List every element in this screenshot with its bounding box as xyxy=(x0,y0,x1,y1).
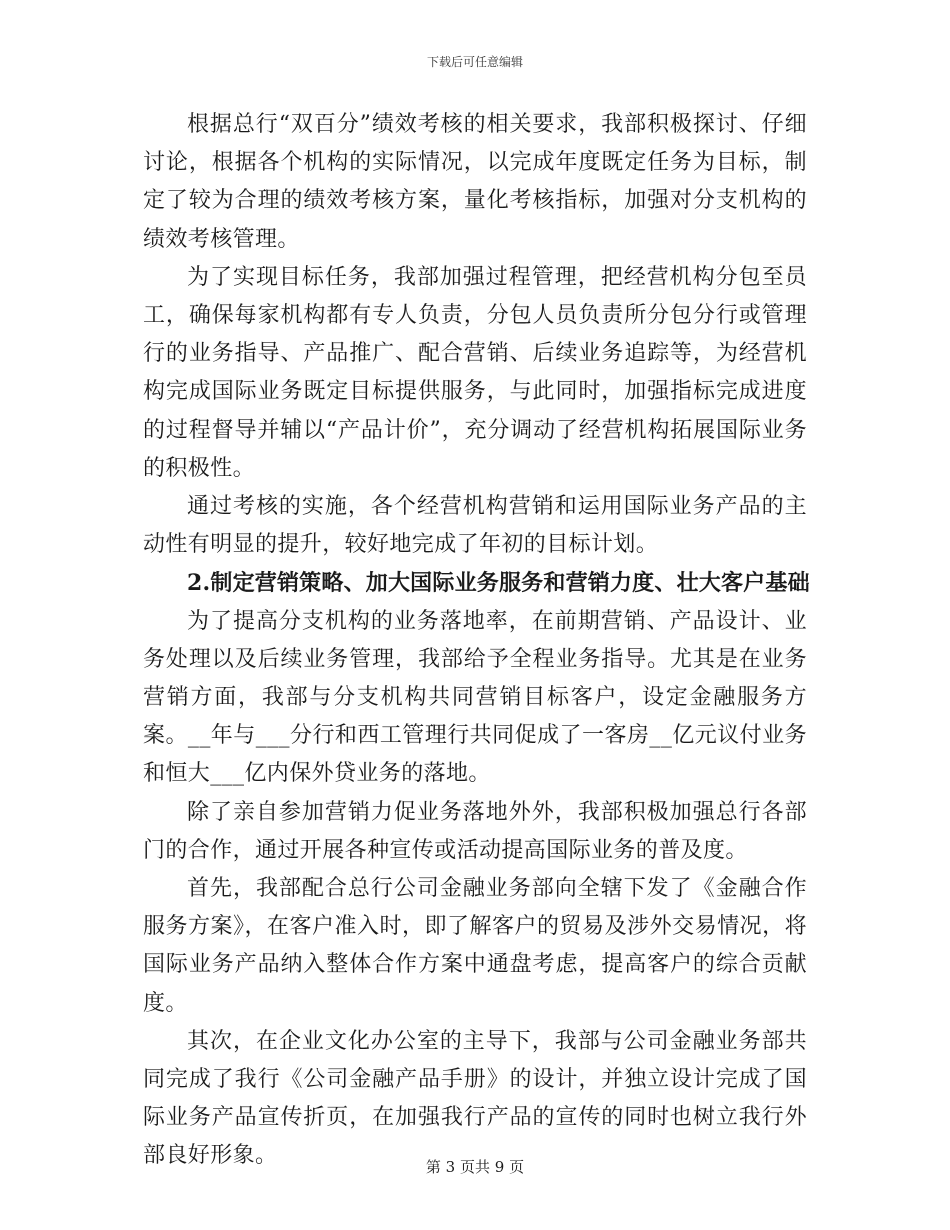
paragraph-process-management: 为了实现目标任务，我部加强过程管理，把经营机构分包至员工，确保每家机构都有专人负责，分包人员负责所分包分行或管理行的业务指导、产品推广、配合营销、后续业务追踪等，为经营机构完成国际业务既定目标提供服务，与此同时，加强指标完成进度的过程督导并辅以“产品计价”，充分调动了经营机构拓展国际业务的积极性。 xyxy=(143,264,807,481)
document-body xyxy=(143,106,810,1176)
page-header: 下载后可任意编辑 xyxy=(426,55,523,69)
paragraph-first-service-plan: 首先，我部配合总行公司金融业务部向全辖下发了《金融合作服务方案》，在客户准入时，即了解客户的贸易及涉外交易情况，将国际业务产品纳入整体合作方案中通盘考虑，提高客户的综合贡献度。 xyxy=(143,876,807,1016)
page-number: 第 3 页共 9 页 xyxy=(425,1158,525,1176)
section-heading-marketing-strategy: 2.制定营销策略、加大国际业务服务和营销力度、壮大客户基础 xyxy=(187,570,810,597)
paragraph-business-landing: 为了提高分支机构的业务落地率，在前期营销、产品设计、业务处理以及后续业务管理，我部给予全程业务指导。尤其是在业务营销方面，我部与分支机构共同营销目标客户，设定金融服务方案。__年与___分行和西工管理行共同促成了一客房__亿元议付业务和恒大___亿内保外贷业务的落地。 xyxy=(143,608,807,787)
paragraph-assessment-results: 通过考核的实施，各个经营机构营销和运用国际业务产品的主动性有明显的提升，较好地完成了年初的目标计划。 xyxy=(143,494,807,558)
paragraph-department-cooperation: 除了亲自参加营销力促业务落地外外，我部积极加强总行各部门的合作，通过开展各种宣传或活动提高国际业务的普及度。 xyxy=(143,799,807,863)
paragraph-performance-assessment: 根据总行“双百分”绩效考核的相关要求，我部积极探讨、仔细讨论，根据各个机构的实际情况，以完成年度既定任务为目标，制定了较为合理的绩效考核方案，量化考核指标，加强对分支机构的绩效考核管理。 xyxy=(143,112,807,252)
paragraph-second-product-manual: 其次，在企业文化办公室的主导下，我部与公司金融业务部共同完成了我行《公司金融产品手册》的设计，并独立设计完成了国际业务产品宣传折页，在加强我行产品的宣传的同时也树立我行外部良好形象。 xyxy=(143,1028,807,1169)
